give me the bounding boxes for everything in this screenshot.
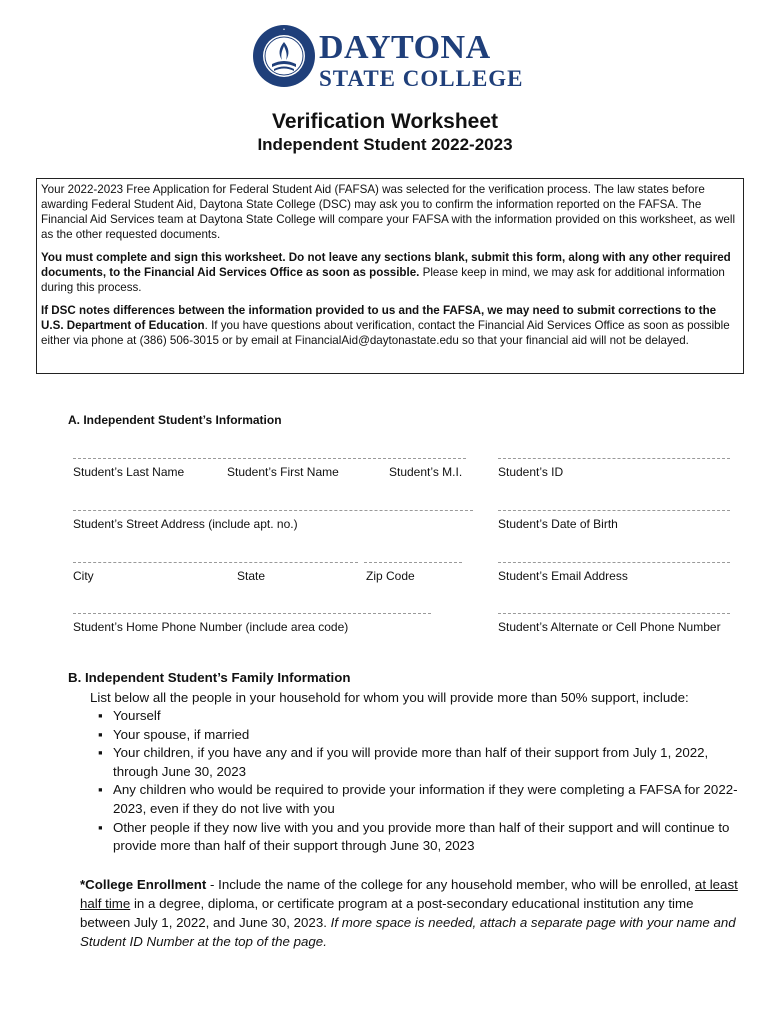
notice-paragraph-3 <box>41 303 739 348</box>
city-state-field-line[interactable] <box>73 562 358 563</box>
street-address-label: Student’s Street Address (include apt. no.) <box>73 517 298 531</box>
street-address-field-line[interactable] <box>73 510 473 511</box>
college-logo <box>252 24 532 104</box>
notice-paragraph-2-bold: You must complete and sign this worksheet. Do not leave any sections blank, submit this form, along with any other required documents, to the Financial Aid Services Office as soon as possible. <box>41 251 731 279</box>
college-enrollment-text-1: - Include the name of the college for any household member, who will be enrolled, <box>206 877 695 892</box>
section-a-heading: A. Independent Student’s Information <box>68 413 282 427</box>
city-label: City <box>73 569 94 583</box>
notice-paragraph-2 <box>41 250 739 295</box>
notice-paragraph-2-rest: Please keep in mind, we may ask for additional information during this process. <box>41 266 725 294</box>
list-item: ▪ Other people if they now live with you and you provide more than half of their support and will continue to provide more than half of their support through June 30, 2023 <box>98 819 748 856</box>
college-enrollment-note <box>80 875 740 951</box>
list-item: ▪ Any children who would be required to provide your information if they were completing a FAFSA for 2022-2023, even if they do not live with you <box>98 781 748 818</box>
notice-box <box>36 178 744 374</box>
household-criteria-list <box>98 707 748 856</box>
notice-paragraph-1: Your 2022-2023 Free Application for Federal Student Aid (FAFSA) was selected for the verification process. The law states before awarding Federal Student Aid, Daytona State College (DSC) may ask you to confirm the information reported on the FAFSA. The Financial Aid Services team at Daytona State College will compare your FAFSA with the information provided on this worksheet, as well as the other requested documents. <box>41 183 736 241</box>
mi-label: Student’s M.I. <box>389 465 463 479</box>
zip-field-line[interactable] <box>364 562 462 563</box>
student-id-field-line[interactable] <box>498 458 730 459</box>
page-subtitle: Independent Student 2022-2023 <box>257 135 513 154</box>
dob-label: Student’s Date of Birth <box>498 517 618 531</box>
list-item: ▪ Your spouse, if married <box>98 726 748 745</box>
zip-label: Zip Code <box>366 569 415 583</box>
half-time-underlined: at least half time <box>80 877 738 911</box>
logo-line-2: STATE COLLEGE <box>319 66 524 91</box>
home-phone-field-line[interactable] <box>73 613 431 614</box>
alt-phone-label: Student’s Alternate or Cell Phone Number <box>498 620 721 634</box>
list-item: ▪ Yourself <box>98 707 748 726</box>
state-label: State <box>237 569 266 583</box>
student-id-label: Student’s ID <box>498 465 564 479</box>
notice-paragraph-3-rest: . If you have questions about verification, contact the Financial Aid Services Office as soon as possible either via phone at (386) 506-3015 or by email at FinancialAid@daytonastate.edu so that your financial aid will not be delayed. <box>41 319 730 347</box>
email-label: Student’s Email Address <box>498 569 628 583</box>
college-enrollment-text-2: in a degree, diploma, or certificate program at a post-secondary educational institution any time between July 1, 2022, and June 30, 2023. <box>80 896 694 930</box>
last-name-label: Student’s Last Name <box>73 465 185 479</box>
list-item: ▪ Your children, if you have any and if you will provide more than half of their support from July 1, 2022, through June 30, 2023 <box>98 744 748 781</box>
alt-phone-field-line[interactable] <box>498 613 730 614</box>
logo-line-1: DAYTONA <box>319 29 491 66</box>
page-title: Verification Worksheet <box>271 110 499 133</box>
notice-paragraph-3-bold: If DSC notes differences between the information provided to us and the FAFSA, we may need to submit corrections to the U.S. Department of Education <box>41 304 717 332</box>
dob-field-line[interactable] <box>498 510 730 511</box>
first-name-label: Student’s First Name <box>227 465 339 479</box>
email-field-line[interactable] <box>498 562 730 563</box>
college-seal-icon <box>252 24 316 88</box>
section-b-heading: B. Independent Student’s Family Information <box>68 670 351 685</box>
name-field-line[interactable] <box>73 458 466 459</box>
home-phone-label: Student’s Home Phone Number (include area code) <box>73 620 349 634</box>
section-b-intro: List below all the people in your household for whom you will provide more than 50% support, include: <box>90 690 689 705</box>
college-enrollment-italic-note: If more space is needed, attach a separate page with your name and Student ID Number at the top of the page. <box>80 915 736 949</box>
college-enrollment-label: *College Enrollment <box>80 877 207 892</box>
svg-text:•: • <box>283 27 285 33</box>
